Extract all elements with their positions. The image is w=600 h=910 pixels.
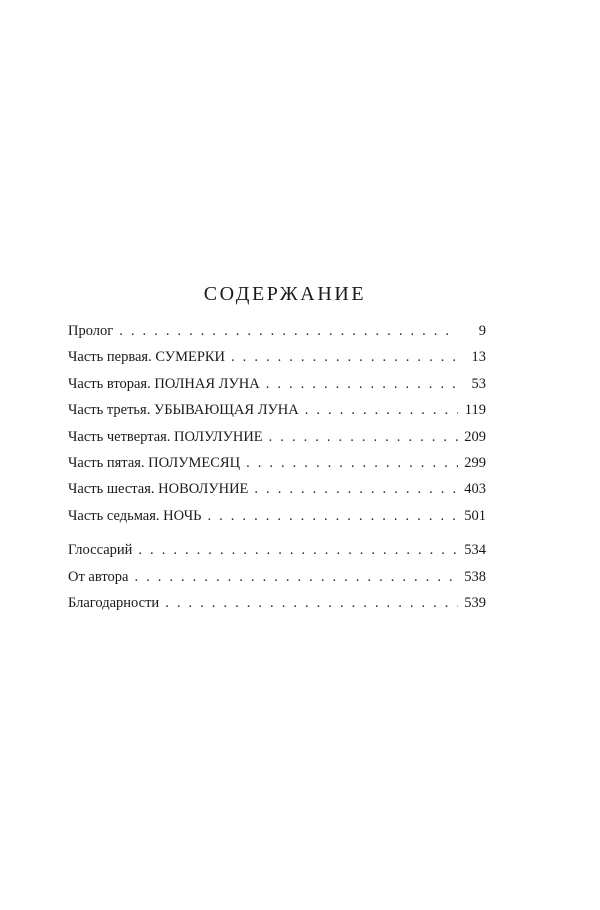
toc-entry-page: 13 bbox=[471, 349, 486, 366]
toc-entry-label: Часть четвертая. ПОЛУЛУНИЕ bbox=[68, 428, 263, 445]
toc-entry-page: 538 bbox=[464, 568, 486, 585]
toc-entry bbox=[68, 424, 486, 450]
table-of-contents bbox=[68, 318, 486, 616]
dot-leader bbox=[134, 564, 458, 590]
dot-leader bbox=[138, 537, 458, 563]
toc-entry bbox=[68, 397, 486, 423]
toc-group-back-matter bbox=[68, 537, 486, 616]
dot-leader bbox=[254, 476, 458, 502]
toc-entry-label: Пролог bbox=[68, 323, 114, 339]
toc-entry-label: Часть первая. СУМЕРКИ bbox=[68, 349, 226, 366]
toc-entry-page: 403 bbox=[464, 481, 486, 498]
dot-leader bbox=[165, 590, 458, 616]
toc-entry-page: 53 bbox=[471, 375, 486, 392]
toc-entry-label: Часть вторая. ПОЛНАЯ ЛУНА bbox=[68, 375, 260, 392]
toc-entry-label: Глоссарий bbox=[68, 542, 133, 559]
toc-entry-label: От автора bbox=[68, 568, 129, 585]
page-title: СОДЕРЖАНИЕ bbox=[203, 283, 367, 305]
dot-leader bbox=[305, 397, 458, 423]
toc-group-parts bbox=[68, 318, 486, 529]
dot-leader bbox=[231, 344, 458, 370]
toc-entry-label: Благодарности bbox=[68, 594, 160, 611]
toc-entry bbox=[68, 590, 486, 616]
toc-entry-page: 119 bbox=[464, 402, 486, 419]
toc-entry bbox=[68, 503, 486, 529]
toc-entry-page: 209 bbox=[464, 428, 486, 445]
toc-entry-page: 9 bbox=[478, 323, 486, 339]
dot-leader bbox=[246, 450, 458, 476]
toc-entry bbox=[68, 318, 486, 344]
toc-entry bbox=[68, 344, 486, 370]
dot-leader bbox=[119, 318, 458, 344]
toc-entry-label: Часть пятая. ПОЛУМЕСЯЦ bbox=[68, 454, 241, 471]
toc-entry bbox=[68, 476, 486, 502]
toc-entry bbox=[68, 371, 486, 397]
toc-entry-page: 501 bbox=[464, 507, 486, 524]
dot-leader bbox=[269, 424, 458, 450]
toc-entry-label: Часть третья. УБЫВАЮЩАЯ ЛУНА bbox=[68, 402, 299, 419]
toc-entry bbox=[68, 564, 486, 590]
dot-leader bbox=[207, 503, 458, 529]
toc-entry-page: 539 bbox=[464, 594, 486, 611]
dot-leader bbox=[266, 371, 458, 397]
toc-entry bbox=[68, 450, 486, 476]
toc-entry-label: Часть шестая. НОВОЛУНИЕ bbox=[68, 481, 249, 498]
toc-entry-page: 534 bbox=[464, 542, 486, 559]
toc-entry-label: Часть седьмая. НОЧЬ bbox=[68, 507, 202, 524]
toc-entry-page: 299 bbox=[464, 454, 486, 471]
toc-entry bbox=[68, 537, 486, 563]
